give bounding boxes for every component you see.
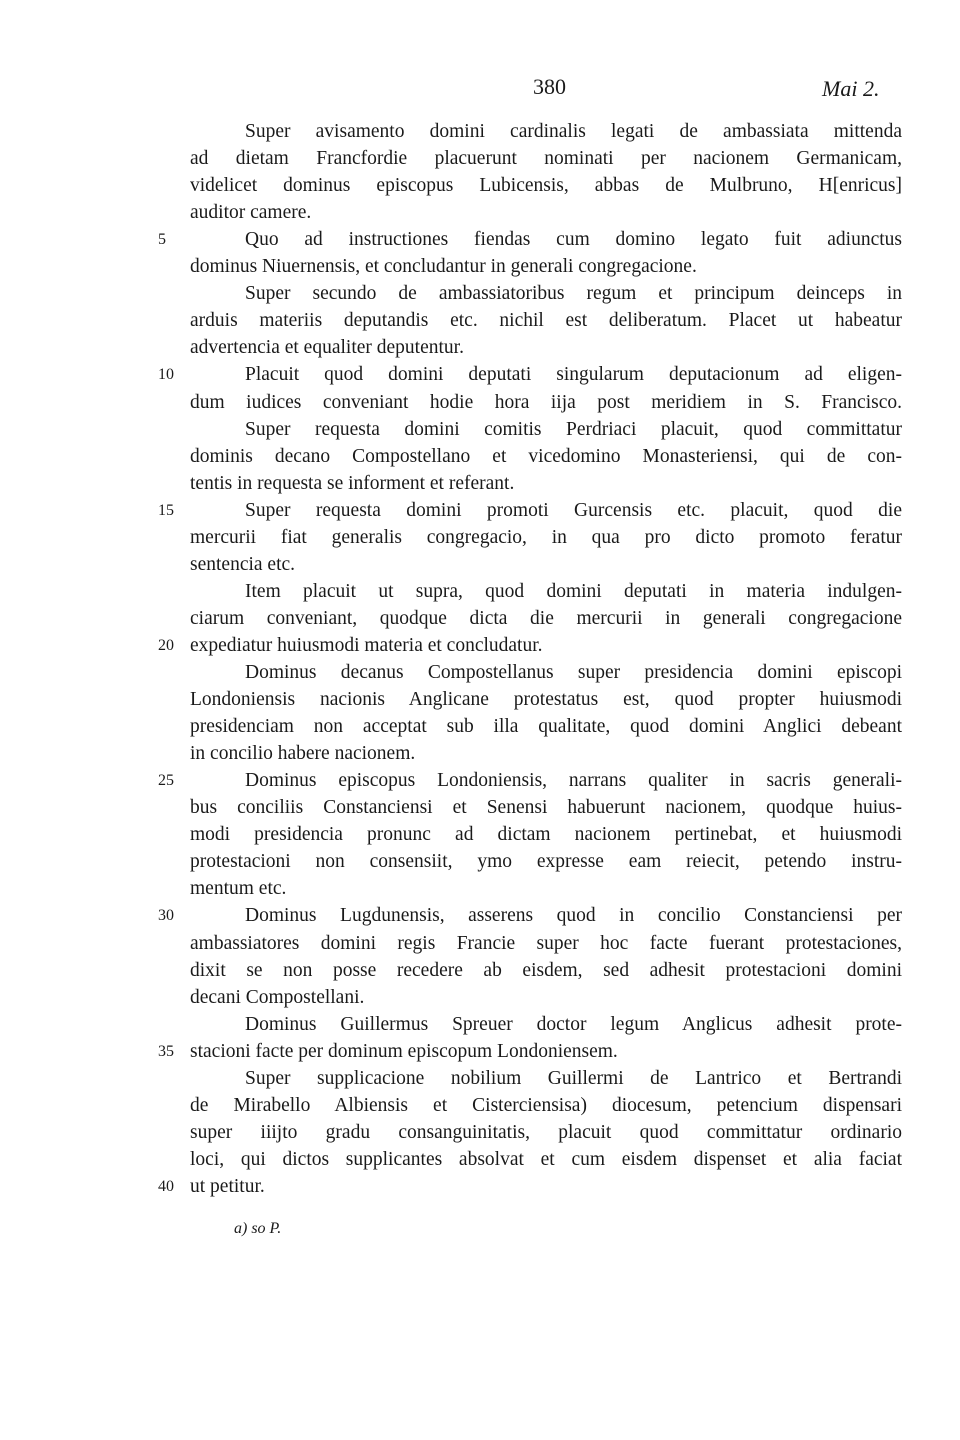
text-line: Dominus decanus Compostellanus super presidencia domini episcopi	[245, 662, 902, 683]
text-line: Super requesta domini comitis Perdriaci placuit, quod committatur	[245, 419, 902, 440]
text-line: dominis decano Compostellano et vicedomino Monasteriensi, qui de con-	[190, 446, 902, 467]
text-line: de Mirabello Albiensis et Cisterciensisa) diocesum, petencium dispensari	[190, 1095, 902, 1116]
text-line: protestacioni non consensiit, ymo expresse eam reiecit, petendo instru-	[190, 851, 902, 872]
text-line: Dominus Guillermus Spreuer doctor legum Anglicus adhesit prote-	[245, 1014, 902, 1035]
line-number: 10	[158, 366, 174, 383]
text-line: stacioni facte per dominum episcopum Londoniensem.	[190, 1041, 618, 1062]
text-line: mentum etc.	[190, 878, 287, 899]
text-line: mercurii fiat generalis congregacio, in qua pro dicto promoto feratur	[190, 527, 902, 548]
text-line: Placuit quod domini deputati singularum deputacionum ad eligen-	[245, 364, 902, 385]
text-line: ut petitur.	[190, 1176, 265, 1197]
line-number: 15	[158, 502, 174, 519]
text-line: dominus Niuernensis, et concludantur in generali congregacione.	[190, 256, 697, 277]
line-number: 35	[158, 1043, 174, 1060]
text-line: sentencia etc.	[190, 554, 296, 575]
text-line: Super avisamento domini cardinalis legati de ambassiata mittenda	[245, 121, 902, 142]
text-line: tentis in requesta se informent et referant.	[190, 473, 515, 494]
running-head: Mai 2.	[822, 76, 880, 101]
text-line: in concilio habere nacionem.	[190, 743, 416, 764]
footnote: a) so P.	[234, 1220, 282, 1237]
text-line: ambassiatores domini regis Francie super hoc facte fuerant protestaciones,	[190, 933, 902, 954]
line-number: 20	[158, 637, 174, 654]
text-line: ciarum conveniant, quodque dicta die mercurii in generali congregacione	[190, 608, 902, 629]
text-line: presidenciam non acceptat sub illa qualitate, quod domini Anglici debeant	[190, 716, 902, 737]
text-line: Item placuit ut supra, quod domini deputati in materia indulgen-	[245, 581, 902, 602]
text-line: loci, qui dictos supplicantes absolvat et cum eisdem dispenset et alia faciat	[190, 1149, 902, 1170]
text-line: videlicet dominus episcopus Lubicensis, abbas de Mulbruno, H[enricus]	[190, 175, 902, 196]
line-number: 30	[158, 907, 174, 924]
text-line: dixit se non posse recedere ab eisdem, sed adhesit protestacioni domini	[190, 960, 902, 981]
text-line: super iiijto gradu consanguinitatis, placuit quod committatur ordinario	[190, 1122, 902, 1143]
text-line: Super requesta domini promoti Gurcensis etc. placuit, quod die	[245, 500, 902, 521]
text-line: expediatur huiusmodi materia et concludatur.	[190, 635, 543, 656]
line-number: 5	[158, 231, 166, 248]
text-line: modi presidencia pronunc ad dictam nacionem pertinebat, et huiusmodi	[190, 824, 902, 845]
text-line: arduis materiis deputandis etc. nichil est deliberatum. Placet ut habeatur	[190, 310, 902, 331]
line-number: 40	[158, 1178, 174, 1195]
line-number: 25	[158, 772, 174, 789]
text-line: Londoniensis nacionis Anglicane protestatus est, quod propter huiusmodi	[190, 689, 902, 710]
text-line: bus conciliis Constanciensi et Senensi habuerunt nacionem, quodque huius-	[190, 797, 902, 818]
page-number: 380	[533, 74, 566, 99]
text-line: Dominus episcopus Londoniensis, narrans qualiter in sacris generali-	[245, 770, 902, 791]
text-line: Dominus Lugdunensis, asserens quod in concilio Constanciensi per	[245, 905, 902, 926]
text-line: Super supplicacione nobilium Guillermi de Lantrico et Bertrandi	[245, 1068, 902, 1089]
text-line: ad dietam Francfordie placuerunt nominati per nacionem Germanicam,	[190, 148, 902, 169]
text-line: advertencia et equaliter deputentur.	[190, 337, 464, 358]
text-line: decani Compostellani.	[190, 987, 365, 1008]
text-line: Super secundo de ambassiatoribus regum et principum deinceps in	[245, 283, 902, 304]
text-line: dum iudices conveniant hodie hora iija post meridiem in S. Francisco.	[190, 392, 902, 413]
text-line: Quo ad instructiones fiendas cum domino legato fuit adiunctus	[245, 229, 902, 250]
text-line: auditor camere.	[190, 202, 312, 223]
